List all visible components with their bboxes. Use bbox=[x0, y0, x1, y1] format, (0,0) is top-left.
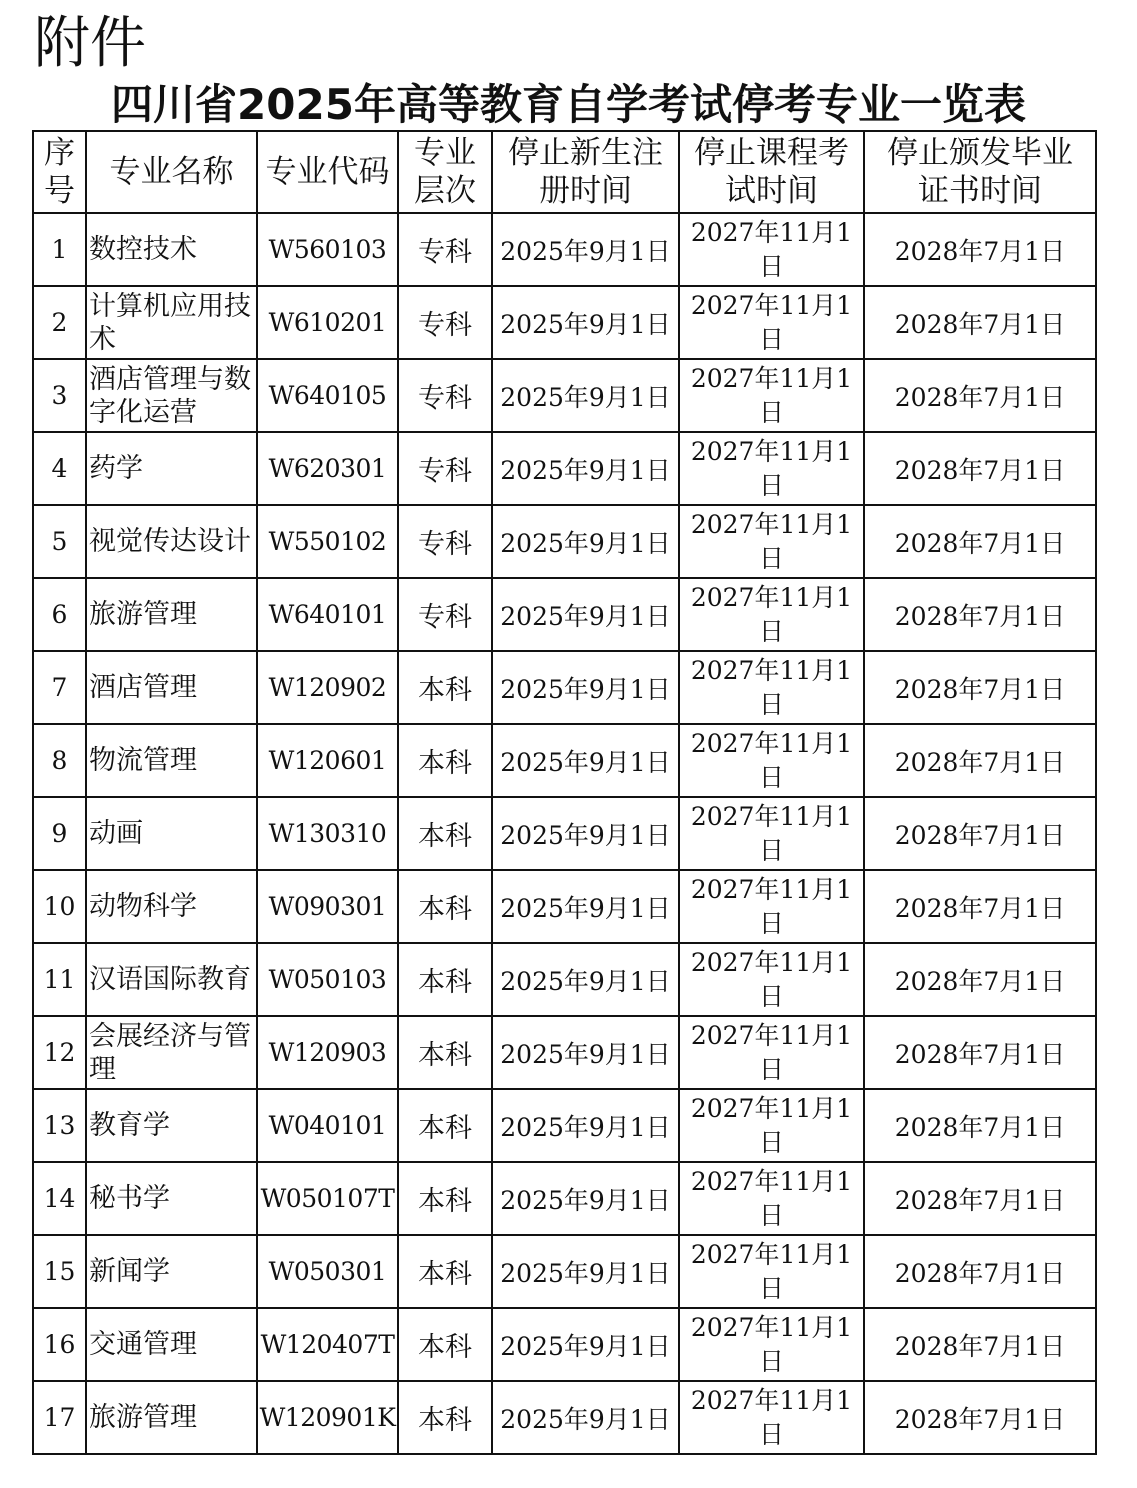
cell-stop-cert: 2028年7月1日 bbox=[864, 1381, 1096, 1454]
cell-major-name: 旅游管理 bbox=[86, 1381, 257, 1454]
cell-major-code: W550102 bbox=[257, 505, 398, 578]
cell-stop-cert: 2028年7月1日 bbox=[864, 797, 1096, 870]
cell-stop-exam-line1: 2027年11月1 bbox=[690, 1239, 853, 1269]
cell-stop-exam-line1: 2027年11月1 bbox=[690, 582, 853, 612]
cell-stop-exam-line1: 2027年11月1 bbox=[690, 436, 853, 466]
cell-stop-exam-line2: 日 bbox=[758, 470, 784, 500]
cell-seq: 8 bbox=[33, 724, 86, 797]
cell-stop-enroll: 2025年9月1日 bbox=[492, 1089, 679, 1162]
cell-stop-exam bbox=[679, 1162, 864, 1235]
cell-major-code: W050107T bbox=[257, 1162, 398, 1235]
header-stop-enroll-line2: 册时间 bbox=[539, 173, 632, 209]
cell-major-code: W120901K bbox=[257, 1381, 398, 1454]
cell-stop-exam bbox=[679, 578, 864, 651]
cell-stop-cert: 2028年7月1日 bbox=[864, 286, 1096, 359]
cell-major-name: 物流管理 bbox=[86, 724, 257, 797]
cell-major-name: 药学 bbox=[86, 432, 257, 505]
cell-level: 本科 bbox=[398, 724, 492, 797]
cell-stop-exam-line2: 日 bbox=[758, 251, 784, 281]
cell-stop-exam-line1: 2027年11月1 bbox=[690, 728, 853, 758]
cell-level: 本科 bbox=[398, 1235, 492, 1308]
cell-stop-exam-line2: 日 bbox=[758, 689, 784, 719]
cell-stop-exam bbox=[679, 432, 864, 505]
table-row bbox=[33, 1308, 1096, 1381]
cell-stop-exam bbox=[679, 505, 864, 578]
cell-stop-exam-line1: 2027年11月1 bbox=[690, 801, 853, 831]
cell-stop-exam-line2: 日 bbox=[758, 908, 784, 938]
cell-stop-exam bbox=[679, 724, 864, 797]
cell-major-code: W120902 bbox=[257, 651, 398, 724]
cell-stop-cert: 2028年7月1日 bbox=[864, 359, 1096, 432]
cell-stop-exam-line2: 日 bbox=[758, 835, 784, 865]
suspended-majors-table bbox=[32, 130, 1097, 1455]
header-stop-exam bbox=[679, 131, 864, 213]
cell-seq: 5 bbox=[33, 505, 86, 578]
header-level bbox=[398, 131, 492, 213]
cell-stop-exam-line1: 2027年11月1 bbox=[690, 1312, 853, 1342]
cell-level: 本科 bbox=[398, 1089, 492, 1162]
cell-stop-cert: 2028年7月1日 bbox=[864, 505, 1096, 578]
cell-stop-enroll: 2025年9月1日 bbox=[492, 943, 679, 1016]
cell-stop-exam-line1: 2027年11月1 bbox=[690, 1093, 853, 1123]
cell-stop-cert: 2028年7月1日 bbox=[864, 213, 1096, 286]
cell-stop-enroll: 2025年9月1日 bbox=[492, 870, 679, 943]
header-stop-cert-line2: 证书时间 bbox=[918, 173, 1042, 209]
cell-stop-enroll: 2025年9月1日 bbox=[492, 213, 679, 286]
cell-stop-enroll: 2025年9月1日 bbox=[492, 432, 679, 505]
cell-stop-enroll: 2025年9月1日 bbox=[492, 1308, 679, 1381]
table-row bbox=[33, 1016, 1096, 1089]
header-stop-cert-line1: 停止颁发毕业 bbox=[887, 135, 1073, 171]
cell-level: 本科 bbox=[398, 1308, 492, 1381]
header-level-line2: 层次 bbox=[414, 173, 476, 209]
cell-stop-cert: 2028年7月1日 bbox=[864, 1162, 1096, 1235]
cell-major-name: 秘书学 bbox=[86, 1162, 257, 1235]
cell-stop-exam bbox=[679, 1308, 864, 1381]
cell-stop-exam bbox=[679, 870, 864, 943]
cell-stop-exam-line2: 日 bbox=[758, 1346, 784, 1376]
cell-stop-enroll: 2025年9月1日 bbox=[492, 505, 679, 578]
cell-stop-cert: 2028年7月1日 bbox=[864, 1308, 1096, 1381]
table-header bbox=[33, 131, 1096, 213]
cell-stop-exam-line1: 2027年11月1 bbox=[690, 509, 853, 539]
cell-stop-cert: 2028年7月1日 bbox=[864, 943, 1096, 1016]
cell-stop-cert: 2028年7月1日 bbox=[864, 1089, 1096, 1162]
cell-major-name: 酒店管理与数字化运营 bbox=[86, 359, 257, 432]
table-row bbox=[33, 943, 1096, 1016]
header-code: 专业代码 bbox=[257, 131, 398, 213]
header-seq-line1: 序 bbox=[44, 135, 75, 171]
cell-stop-exam-line2: 日 bbox=[758, 324, 784, 354]
cell-stop-exam-line2: 日 bbox=[758, 543, 784, 573]
header-stop-cert bbox=[864, 131, 1096, 213]
cell-stop-exam bbox=[679, 286, 864, 359]
cell-major-name: 教育学 bbox=[86, 1089, 257, 1162]
cell-stop-exam bbox=[679, 1235, 864, 1308]
document-title: 四川省2025年高等教育自学考试停考专业一览表 bbox=[111, 80, 1026, 129]
cell-stop-exam bbox=[679, 1381, 864, 1454]
cell-major-name: 新闻学 bbox=[86, 1235, 257, 1308]
cell-stop-cert: 2028年7月1日 bbox=[864, 1235, 1096, 1308]
cell-stop-enroll: 2025年9月1日 bbox=[492, 286, 679, 359]
header-seq-line2: 号 bbox=[44, 173, 75, 209]
cell-stop-exam bbox=[679, 797, 864, 870]
cell-seq: 9 bbox=[33, 797, 86, 870]
cell-seq: 12 bbox=[33, 1016, 86, 1089]
table-row bbox=[33, 505, 1096, 578]
cell-seq: 11 bbox=[33, 943, 86, 1016]
cell-stop-exam-line2: 日 bbox=[758, 1273, 784, 1303]
cell-stop-exam-line1: 2027年11月1 bbox=[690, 217, 853, 247]
cell-level: 本科 bbox=[398, 1381, 492, 1454]
cell-major-code: W640101 bbox=[257, 578, 398, 651]
cell-major-code: W120407T bbox=[257, 1308, 398, 1381]
cell-stop-enroll: 2025年9月1日 bbox=[492, 797, 679, 870]
table-row bbox=[33, 651, 1096, 724]
cell-stop-exam-line1: 2027年11月1 bbox=[690, 947, 853, 977]
cell-seq: 15 bbox=[33, 1235, 86, 1308]
cell-seq: 4 bbox=[33, 432, 86, 505]
cell-level: 本科 bbox=[398, 943, 492, 1016]
cell-stop-exam bbox=[679, 651, 864, 724]
cell-stop-exam bbox=[679, 943, 864, 1016]
table-row bbox=[33, 1235, 1096, 1308]
cell-stop-enroll: 2025年9月1日 bbox=[492, 651, 679, 724]
cell-stop-exam-line1: 2027年11月1 bbox=[690, 1020, 853, 1050]
cell-level: 专科 bbox=[398, 432, 492, 505]
cell-stop-exam-line1: 2027年11月1 bbox=[690, 290, 853, 320]
cell-seq: 16 bbox=[33, 1308, 86, 1381]
cell-stop-exam-line1: 2027年11月1 bbox=[690, 363, 853, 393]
cell-level: 本科 bbox=[398, 797, 492, 870]
cell-seq: 14 bbox=[33, 1162, 86, 1235]
cell-seq: 10 bbox=[33, 870, 86, 943]
cell-level: 专科 bbox=[398, 359, 492, 432]
cell-stop-exam-line1: 2027年11月1 bbox=[690, 1166, 853, 1196]
header-level-line1: 专业 bbox=[414, 135, 476, 171]
cell-seq: 17 bbox=[33, 1381, 86, 1454]
cell-stop-enroll: 2025年9月1日 bbox=[492, 1235, 679, 1308]
cell-stop-exam bbox=[679, 213, 864, 286]
cell-seq: 7 bbox=[33, 651, 86, 724]
cell-major-code: W050301 bbox=[257, 1235, 398, 1308]
cell-stop-exam-line1: 2027年11月1 bbox=[690, 874, 853, 904]
cell-seq: 2 bbox=[33, 286, 86, 359]
header-name: 专业名称 bbox=[86, 131, 257, 213]
cell-stop-enroll: 2025年9月1日 bbox=[492, 1016, 679, 1089]
cell-stop-exam bbox=[679, 1089, 864, 1162]
header-stop-exam-line1: 停止课程考 bbox=[694, 135, 849, 171]
table-row bbox=[33, 1089, 1096, 1162]
cell-stop-exam bbox=[679, 359, 864, 432]
header-stop-enroll bbox=[492, 131, 679, 213]
cell-level: 本科 bbox=[398, 651, 492, 724]
cell-stop-cert: 2028年7月1日 bbox=[864, 1016, 1096, 1089]
cell-major-code: W610201 bbox=[257, 286, 398, 359]
header-seq bbox=[33, 131, 86, 213]
cell-stop-exam-line2: 日 bbox=[758, 981, 784, 1011]
table-row bbox=[33, 286, 1096, 359]
table-row bbox=[33, 797, 1096, 870]
cell-major-name: 视觉传达设计 bbox=[86, 505, 257, 578]
table-row bbox=[33, 432, 1096, 505]
cell-stop-exam-line1: 2027年11月1 bbox=[690, 1385, 853, 1415]
cell-major-code: W640105 bbox=[257, 359, 398, 432]
header-row bbox=[33, 131, 1096, 213]
cell-major-name: 酒店管理 bbox=[86, 651, 257, 724]
table-row bbox=[33, 724, 1096, 797]
cell-stop-enroll: 2025年9月1日 bbox=[492, 1162, 679, 1235]
cell-seq: 1 bbox=[33, 213, 86, 286]
cell-seq: 6 bbox=[33, 578, 86, 651]
cell-major-name: 动物科学 bbox=[86, 870, 257, 943]
cell-level: 本科 bbox=[398, 1016, 492, 1089]
cell-seq: 13 bbox=[33, 1089, 86, 1162]
cell-major-code: W120903 bbox=[257, 1016, 398, 1089]
table-row bbox=[33, 1381, 1096, 1454]
cell-stop-cert: 2028年7月1日 bbox=[864, 870, 1096, 943]
attachment-label: 附件 bbox=[34, 11, 146, 76]
cell-stop-exam-line2: 日 bbox=[758, 616, 784, 646]
cell-level: 专科 bbox=[398, 286, 492, 359]
cell-stop-cert: 2028年7月1日 bbox=[864, 432, 1096, 505]
cell-stop-enroll: 2025年9月1日 bbox=[492, 578, 679, 651]
cell-level: 专科 bbox=[398, 505, 492, 578]
cell-major-name: 汉语国际教育 bbox=[86, 943, 257, 1016]
cell-major-code: W050103 bbox=[257, 943, 398, 1016]
header-stop-enroll-line1: 停止新生注 bbox=[508, 135, 663, 171]
cell-stop-exam-line1: 2027年11月1 bbox=[690, 655, 853, 685]
cell-major-code: W620301 bbox=[257, 432, 398, 505]
cell-stop-cert: 2028年7月1日 bbox=[864, 578, 1096, 651]
cell-stop-exam-line2: 日 bbox=[758, 1419, 784, 1449]
cell-level: 专科 bbox=[398, 213, 492, 286]
cell-major-code: W090301 bbox=[257, 870, 398, 943]
cell-stop-exam-line2: 日 bbox=[758, 397, 784, 427]
cell-stop-enroll: 2025年9月1日 bbox=[492, 1381, 679, 1454]
table-row bbox=[33, 578, 1096, 651]
cell-major-code: W120601 bbox=[257, 724, 398, 797]
cell-stop-exam-line2: 日 bbox=[758, 1054, 784, 1084]
table-row bbox=[33, 870, 1096, 943]
cell-major-code: W040101 bbox=[257, 1089, 398, 1162]
cell-stop-enroll: 2025年9月1日 bbox=[492, 359, 679, 432]
cell-major-code: W130310 bbox=[257, 797, 398, 870]
cell-seq: 3 bbox=[33, 359, 86, 432]
header-stop-exam-line2: 试时间 bbox=[725, 173, 818, 209]
cell-stop-exam-line2: 日 bbox=[758, 1127, 784, 1157]
table-body bbox=[33, 213, 1096, 1454]
cell-major-name: 数控技术 bbox=[86, 213, 257, 286]
table-row bbox=[33, 359, 1096, 432]
cell-stop-exam-line2: 日 bbox=[758, 1200, 784, 1230]
cell-major-name: 动画 bbox=[86, 797, 257, 870]
table-row bbox=[33, 1162, 1096, 1235]
cell-level: 本科 bbox=[398, 870, 492, 943]
cell-major-code: W560103 bbox=[257, 213, 398, 286]
cell-stop-enroll: 2025年9月1日 bbox=[492, 724, 679, 797]
cell-stop-exam bbox=[679, 1016, 864, 1089]
cell-level: 专科 bbox=[398, 578, 492, 651]
cell-major-name: 计算机应用技术 bbox=[86, 286, 257, 359]
cell-stop-cert: 2028年7月1日 bbox=[864, 651, 1096, 724]
cell-major-name: 会展经济与管理 bbox=[86, 1016, 257, 1089]
table-row bbox=[33, 213, 1096, 286]
cell-stop-exam-line2: 日 bbox=[758, 762, 784, 792]
cell-level: 本科 bbox=[398, 1162, 492, 1235]
cell-stop-cert: 2028年7月1日 bbox=[864, 724, 1096, 797]
cell-major-name: 旅游管理 bbox=[86, 578, 257, 651]
cell-major-name: 交通管理 bbox=[86, 1308, 257, 1381]
